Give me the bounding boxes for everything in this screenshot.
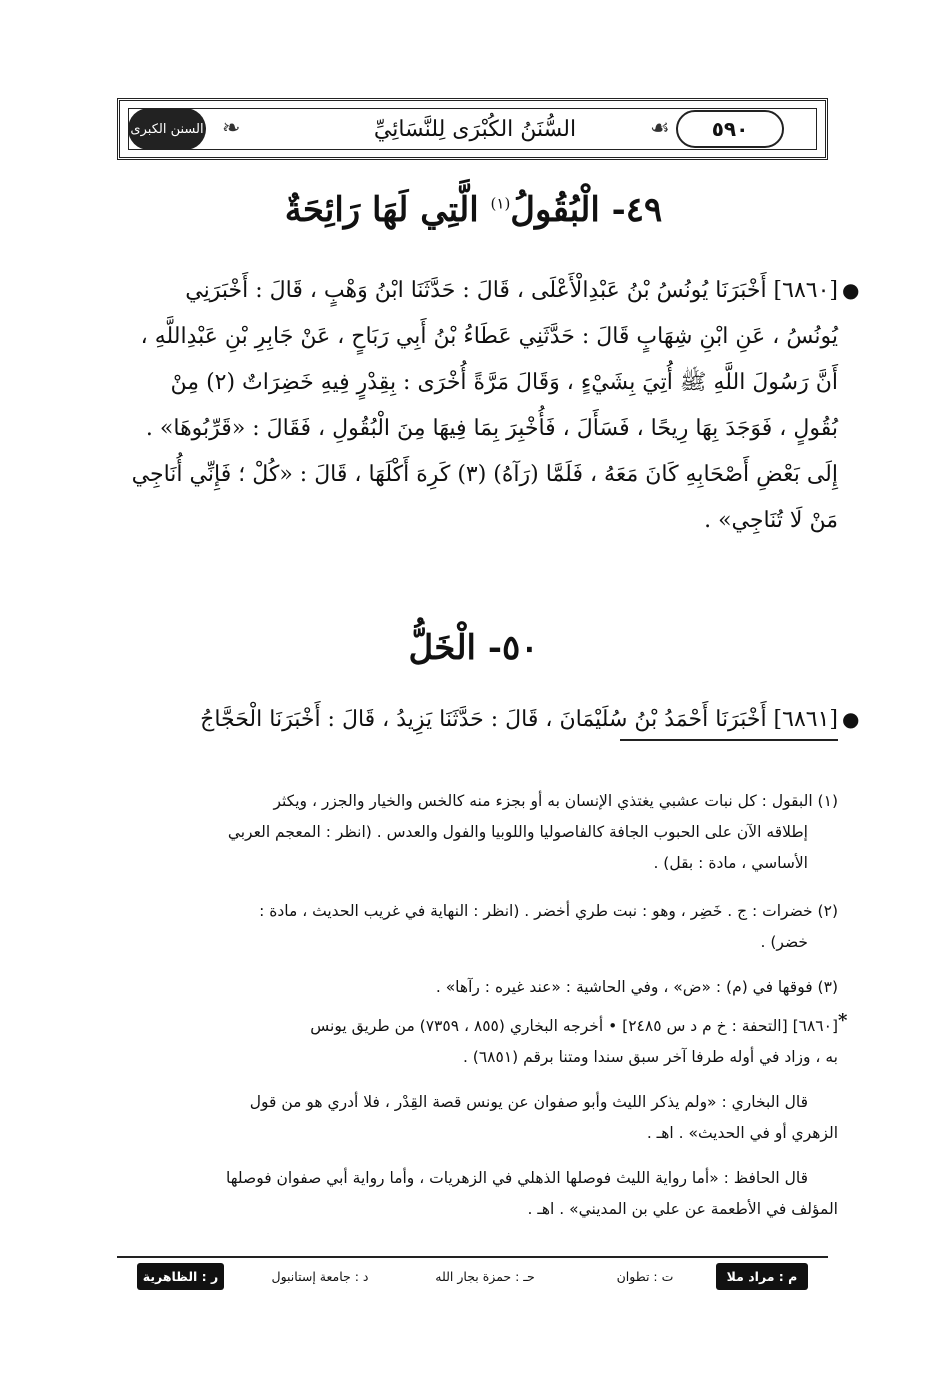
footnote-separator <box>620 739 838 741</box>
bullet-icon: ● <box>842 707 860 731</box>
hadith-line: مَنْ لَا تُنَاجِي» . <box>704 508 838 533</box>
hadith-line: بُقُولٍ ، فَوَجَدَ بِهَا رِيحًا ، فَسَأَلَ ، فَأُخْبِرَ بِمَا فِيهَا مِنَ الْبُقُولِ ، فَقَالَ : «قَرِّبُوهَا» . <box>145 416 838 441</box>
footer-rule <box>117 1256 828 1258</box>
manuscript-t: ت : تطوان <box>616 1269 674 1284</box>
manuscript-tag-r: ر : الظاهرية <box>137 1263 224 1290</box>
manuscript-d: د : جامعة إستانبول <box>271 1269 369 1284</box>
bullet-icon: ● <box>842 278 860 302</box>
hadith-line: [٦٨٦٠] أَخْبَرَنَا يُونُسُ بْنُ عَبْدِالْأَعْلَى ، قَالَ : حَدَّثَنَا ابْنُ وَهْبٍ ، قَالَ : أَخْبَرَنِي <box>185 278 838 303</box>
bukhari-note: قال البخاري : «ولم يذكر الليث وأبو صفوان عن يونس قصة القِدْر ، فلا أدري هو من قول الزهري أو في الحديث» . اهـ . <box>249 1093 838 1142</box>
manuscript-h: حـ : حمزة بجار الله <box>435 1269 535 1284</box>
hadith-6860 <box>110 268 838 544</box>
ornament-icon: ☙ <box>650 116 670 141</box>
section-50-title: ٥٠- الْخَلُّ <box>408 628 539 668</box>
ornament-icon: ❧ <box>222 116 241 141</box>
takhrij-note: [٦٨٦٠] [التحفة : خ م د س ٢٤٨٥] • أخرجه البخاري (٨٥٥ ، ٧٣٥٩) من طريق يونس به ، وزاد في أوله طرفا آخر سبق سندا ومتنا برقم (٦٨٥١) . <box>310 1017 838 1066</box>
hadith-6861 <box>110 697 838 743</box>
hadith-line: أَنَّ رَسُولَ اللَّهِ ﷺ أُتِيَ بِشَيْءٍ ، وَقَالَ مَرَّةً أُخْرَى : بِقِدْرٍ فِيهِ خَضِرَاتٌ (٢) مِنْ <box>170 370 838 395</box>
page-number-badge <box>676 110 784 148</box>
hadith-line: يُونُسُ ، عَنِ ابْنِ شِهَابٍ قَالَ : حَدَّثَنِي عَطَاءُ بْنُ أَبِي رَبَاحٍ ، عَنْ جَابِرِ بْنِ عَبْدِاللَّهِ ، <box>140 324 838 349</box>
emblem-text: السنن الكبرى <box>130 121 204 137</box>
footnote-2: (٢) خضرات : ج . خَضِر ، وهو : نبت طري أخضر . (انظر : النهاية في غريب الحديث ، مادة : خضر) . <box>259 902 838 951</box>
footnote-1: (١) البقول : كل نبات عشبي يغتذي الإنسان به أو بجزء منه كالخس والخيار والجزر ، ويكثر إطلاقه الآن على الحبوب الجافة كالفاصوليا واللوبيا والفول والعدس . (انظر : المعجم العربي الأساسي ، مادة : بقل) . <box>227 792 838 872</box>
hadith-line: إِلَى بَعْضِ أَصْحَابِهِ كَانَ مَعَهُ ، فَلَمَّا (رَآهُ) (٣) كَرِهَ أَكْلَهَا ، قَالَ : «كُلْ ؛ فَإِنِّي أُنَاجِي <box>131 462 838 487</box>
footnote-3: (٣) فوقها في (م) : «ض» ، وفي الحاشية : «عند غيره : رآها» . <box>435 978 838 996</box>
section-49-title: ٤٩- الْبُقُولُ$^{(١)}$ الَّتِي لَهَا رَائِحَةٌ <box>284 190 663 230</box>
hafiz-note: قال الحافظ : «أما رواية الليث فوصلها الذهلي في الزهريات ، وأما رواية أبي صفوان فوصلها المؤلف في الأطعمة عن علي بن المديني» . اهـ . <box>226 1169 838 1218</box>
book-emblem <box>128 108 206 150</box>
asterisk-icon: * <box>838 1010 848 1031</box>
hadith-line: [٦٨٦١] أَخْبَرَنَا أَحْمَدُ بْنُ سُلَيْمَانَ ، قَالَ : حَدَّثَنَا يَزِيدُ ، قَالَ : أَخْبَرَنَا الْحَجَّاجُ <box>200 707 838 732</box>
page-number: ٥٩٠ <box>711 117 749 141</box>
manuscript-tag-m: م : مراد ملا <box>716 1263 808 1290</box>
running-title: السُّنَنُ الكُبْرَى لِلنَّسَائِيِّ <box>373 117 577 142</box>
